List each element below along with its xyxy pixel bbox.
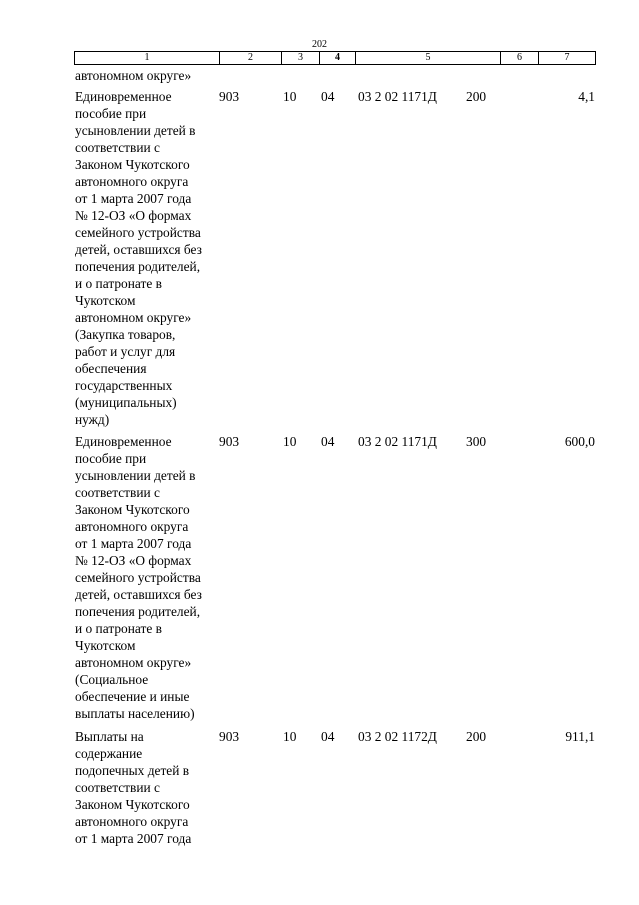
expense-type-code: 200 xyxy=(466,89,487,104)
row-description xyxy=(75,88,225,428)
description-line: (Социальное xyxy=(75,672,149,687)
description-line: Выплаты на xyxy=(75,729,144,744)
description-line: Чукотском xyxy=(75,638,136,653)
description-line: (Закупка товаров, xyxy=(75,327,176,342)
description-line: соответствии с xyxy=(75,140,160,155)
description-line: и о патронате в xyxy=(75,276,162,291)
description-line: соответствии с xyxy=(75,780,160,795)
target-article-code: 03 2 02 1171Д xyxy=(358,434,437,449)
description-line: пособие при xyxy=(75,451,147,466)
description-line: содержание xyxy=(75,746,143,761)
description-line: автономного округа xyxy=(75,174,189,189)
expense-type-code: 300 xyxy=(466,434,487,449)
column-header-4: 4 xyxy=(320,52,356,64)
description-line: подопечных детей в xyxy=(75,763,190,778)
continuation-line: автономном округе» xyxy=(75,68,192,83)
column-header-1: 1 xyxy=(75,52,220,64)
column-header-5: 5 xyxy=(356,52,501,64)
description-line: семейного устройства xyxy=(75,225,201,240)
section-code: 10 xyxy=(283,729,297,744)
description-line: Чукотском xyxy=(75,293,136,308)
target-article-code: 03 2 02 1172Д xyxy=(358,729,437,744)
description-line: семейного устройства xyxy=(75,570,201,585)
description-line: № 12-ОЗ «О формах xyxy=(75,208,192,223)
description-line: от 1 марта 2007 года xyxy=(75,191,192,206)
description-line: (муниципальных) xyxy=(75,395,177,410)
section-code: 10 xyxy=(283,434,297,449)
column-header-2: 2 xyxy=(220,52,282,64)
expense-type-code: 200 xyxy=(466,729,487,744)
description-line: попечения родителей, xyxy=(75,259,201,274)
target-article-code: 03 2 02 1171Д xyxy=(358,89,437,104)
description-line: нужд) xyxy=(75,412,110,427)
column-header-row xyxy=(74,51,596,65)
column-header-6: 6 xyxy=(501,52,539,64)
description-line: попечения родителей, xyxy=(75,604,201,619)
description-line: Законом Чукотского xyxy=(75,157,190,172)
description-line: усыновлении детей в xyxy=(75,468,196,483)
description-line: соответствии с xyxy=(75,485,160,500)
description-line: работ и услуг для xyxy=(75,344,176,359)
admin-code: 903 xyxy=(219,89,240,104)
subsection-code: 04 xyxy=(321,89,335,104)
section-code: 10 xyxy=(283,89,297,104)
description-line: обеспечения xyxy=(75,361,147,376)
subsection-code: 04 xyxy=(321,434,335,449)
description-line: государственных xyxy=(75,378,173,393)
admin-code: 903 xyxy=(219,729,240,744)
description-line: автономном округе» xyxy=(75,655,192,670)
description-line: автономном округе» xyxy=(75,310,192,325)
subsection-code: 04 xyxy=(321,729,335,744)
description-line: детей, оставшихся без xyxy=(75,242,202,257)
description-line: усыновлении детей в xyxy=(75,123,196,138)
description-line: обеспечение и иные xyxy=(75,689,190,704)
description-line: № 12-ОЗ «О формах xyxy=(75,553,192,568)
description-line: от 1 марта 2007 года xyxy=(75,831,192,846)
description-line: автономного округа xyxy=(75,519,189,534)
amount-value: 600,0 xyxy=(564,434,595,449)
description-line: и о патронате в xyxy=(75,621,162,636)
column-header-3: 3 xyxy=(282,52,320,64)
row-description xyxy=(75,728,225,847)
admin-code: 903 xyxy=(219,434,240,449)
description-line: Законом Чукотского xyxy=(75,502,190,517)
page-number: 202 xyxy=(312,39,327,50)
amount-value: 4,1 xyxy=(578,89,595,104)
description-line: детей, оставшихся без xyxy=(75,587,202,602)
description-line: выплаты населению) xyxy=(75,706,195,721)
amount-value: 911,1 xyxy=(565,729,595,744)
description-line: Единовременное xyxy=(75,434,172,449)
description-line: от 1 марта 2007 года xyxy=(75,536,192,551)
row-description xyxy=(75,433,225,722)
description-line: Законом Чукотского xyxy=(75,797,190,812)
description-line: пособие при xyxy=(75,106,147,121)
description-line: автономного округа xyxy=(75,814,189,829)
description-line: Единовременное xyxy=(75,89,172,104)
column-header-7: 7 xyxy=(564,52,570,63)
